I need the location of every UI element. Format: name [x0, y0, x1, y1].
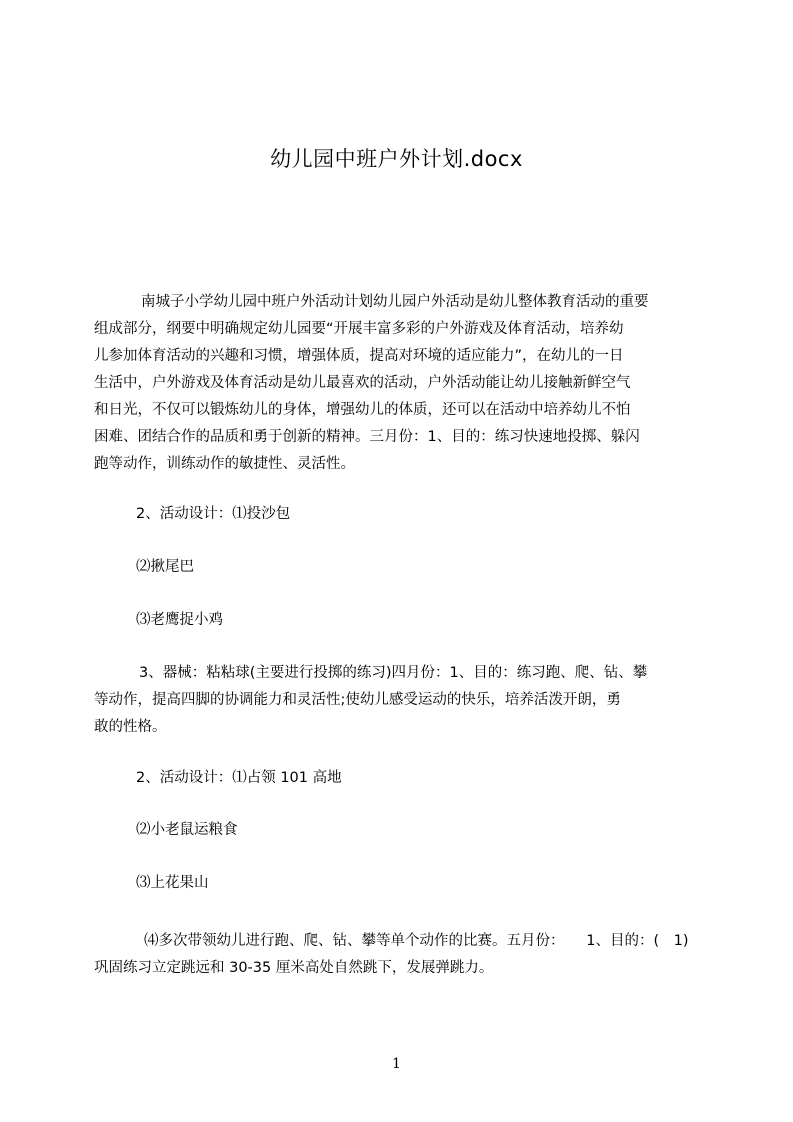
page-number: 1	[392, 1056, 401, 1072]
text-line: 南城子小学幼儿园中班户外活动计划幼儿园户外活动是幼儿整体教育活动的重要	[141, 294, 649, 310]
march-activity-item: ⑵揪尾巴	[136, 559, 194, 575]
text-line: 困难、团结合作的品质和勇于创新的精神。三月份：1、目的：练习快速地投掷、躲闪	[94, 429, 640, 445]
text-line: 跑等动作，训练动作的敏捷性、灵活性。	[94, 456, 355, 472]
text-line: 儿参加体育活动的兴趣和习惯，增强体质，提高对环境的适应能力”，在幼儿的一日	[94, 348, 624, 364]
text-line: 和日光，不仅可以锻炼幼儿的身体，增强幼儿的体质，还可以在活动中培养幼儿不怕	[94, 402, 631, 418]
document-title: 幼儿园中班户外计划.docx	[270, 147, 523, 171]
april-activity-item: ⑵小老鼠运粮食	[136, 822, 238, 838]
text-line: 3、器械：粘粘球(主要进行投掷的练习)四月份：1、目的：练习跑、爬、钻、攀	[139, 665, 648, 681]
text-line: 巩固练习立定跳远和 30-35 厘米高处自然跳下，发展弹跳力。	[94, 960, 494, 976]
april-activity-item: ⑶上花果山	[136, 875, 209, 891]
march-activity-design: 2、活动设计：⑴投沙包	[136, 506, 291, 522]
april-activity-design: 2、活动设计：⑴占领 101 高地	[136, 770, 342, 786]
text-line: 敢的性格。	[94, 719, 167, 735]
text-line: 等动作，提高四脚的协调能力和灵活性;使幼儿感受运动的快乐，培养活泼开朗，勇	[94, 692, 621, 708]
text-line: ⑷多次带领幼儿进行跑、爬、钻、攀等单个动作的比赛。五月份： 1、目的：( 1)	[144, 933, 689, 949]
text-line: 生活中，户外游戏及体育活动是幼儿最喜欢的活动，户外活动能让幼儿接触新鲜空气	[94, 375, 631, 391]
text-line: 组成部分，纲要中明确规定幼儿园要“开展丰富多彩的户外游戏及体育活动，培养幼	[94, 321, 624, 337]
march-activity-item: ⑶老鹰捉小鸡	[136, 612, 223, 628]
